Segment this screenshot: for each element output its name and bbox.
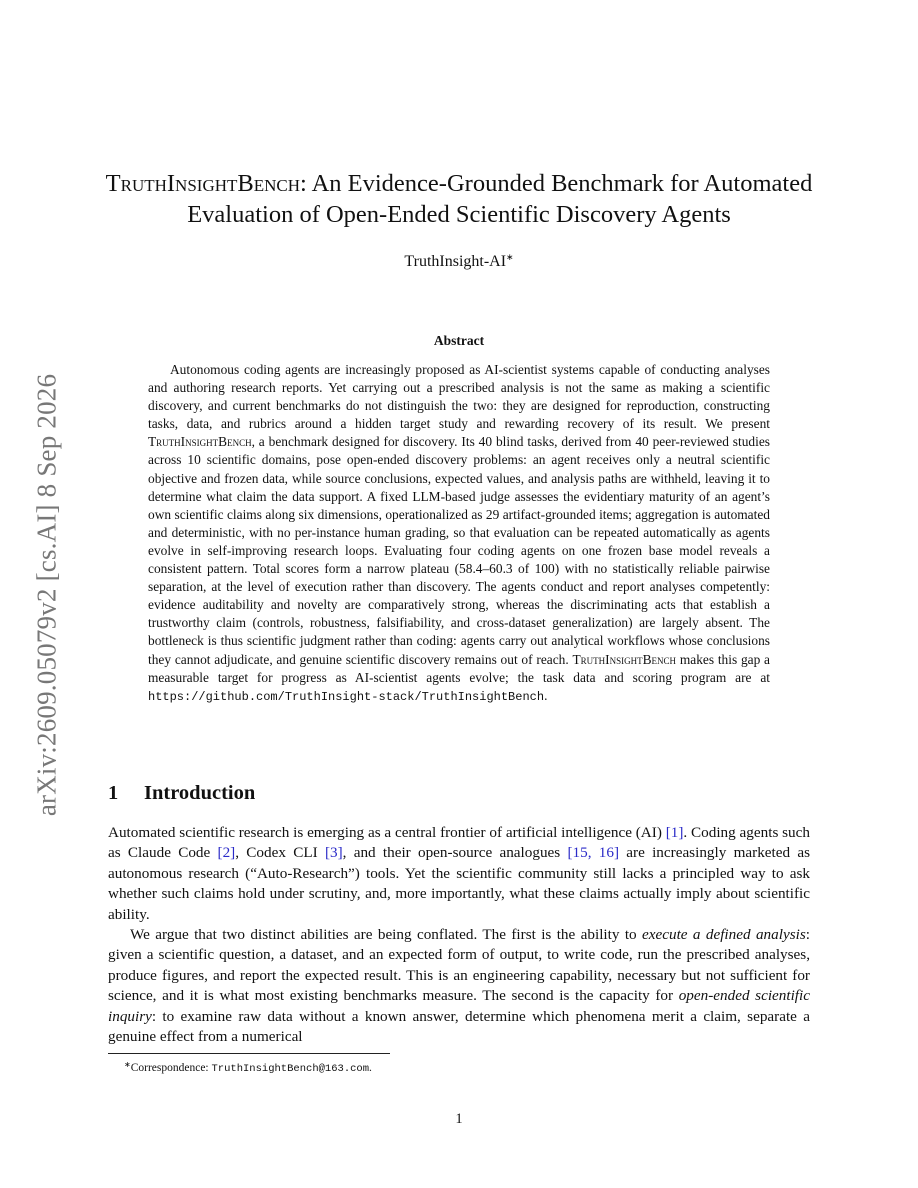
section-heading xyxy=(108,782,255,805)
benchmark-name-inline: TruthInsightBench xyxy=(148,434,252,450)
author-name: TruthInsight-AI xyxy=(404,253,507,270)
paper-title xyxy=(60,168,858,230)
repository-url[interactable]: https://github.com/TruthInsight-stack/TruthInsightBench xyxy=(148,689,545,704)
section-title: Introduction xyxy=(144,782,256,804)
section-number: 1 xyxy=(108,782,119,804)
author-line xyxy=(0,252,918,271)
footnote-rule xyxy=(108,1053,390,1054)
citation-link[interactable]: [15, 16] xyxy=(567,844,620,862)
emphasis: open-ended scientific inquiry xyxy=(108,987,810,1025)
citation-link[interactable]: [1] xyxy=(665,824,684,841)
author-footnote-mark: ∗ xyxy=(506,252,514,262)
arxiv-id-text: arXiv:2609.05079v2 [cs.AI] 8 Sep 2026 xyxy=(31,373,62,817)
title-rest: : An Evidence-Grounded Benchmark for Automated Evaluation of Open-Ended Scientific Discovery Agents xyxy=(187,170,813,228)
footnote-email[interactable]: TruthInsightBench@163.com xyxy=(211,1063,370,1075)
intro-paragraph-2: We argue that two distinct abilities are being conflated. The first is the ability to execute a defined analysis: given a scientific question, a dataset, and an expected form of output, to write code, run the prescribed analyses, produce figures, and report the expected result. This is an engineering capability, necessary but not sufficient for science, and it is what most existing benchmarks measure. The second is the capacity for open-ended scientific inquiry: to examine raw data without a known answer, determine which phenomena merit a claim, separate a genuine effect from a numerical xyxy=(108,926,810,1046)
arxiv-identifier xyxy=(22,345,72,845)
intro-paragraph-1: Automated scientific research is emerging as a central frontier of artificial intelligence (AI) [1]. Coding agents such as Claude Code [2], Codex CLI [3], and their open-source analogues [15, 16] are increasingly marketed as autonomous research (“Auto-Research”) tools. Yet the scientific community still lacks a principled way to ask whether such claims hold under scrutiny, and, more importantly, what these claims actually imply about scientific ability. xyxy=(108,824,810,923)
benchmark-name: TruthInsightBench xyxy=(105,170,301,197)
page-number: 1 xyxy=(455,1111,463,1127)
footnote-label: Correspondence: xyxy=(130,1062,212,1074)
citation-link[interactable]: [3] xyxy=(324,844,343,862)
emphasis: execute a defined analysis xyxy=(642,926,806,944)
benchmark-name-inline: TruthInsightBench xyxy=(572,651,677,667)
citation-link[interactable]: [2] xyxy=(217,844,236,862)
abstract-heading: Abstract xyxy=(433,333,485,348)
introduction-body xyxy=(108,823,810,1047)
footnote: ∗Correspondence: TruthInsightBench@163.com. xyxy=(124,1060,372,1075)
abstract-text: Autonomous coding agents are increasingly proposed as AI-scientist systems capable of conducting analyses and authoring research reports. Yet carrying out a prescribed analysis is not the same as making a scientific discovery, and current benchmarks do not distinguish the two: they are designed for reproduction, constructing tasks, data, and rubrics around a hidden target study and rewarding recovery of its result. We present TruthInsightBench, a benchmark designed for discovery. Its 40 blind tasks, derived from 40 peer-reviewed studies across 10 scientific domains, pose open-ended discovery problems: an agent receives only a neutral scientific objective and frozen data, while source conclusions, expected values, and analysis paths are withheld, leaving it to determine what claim the data support. A fixed LLM-based judge assesses the evidentiary maturity of an agent’s own scientific claims along six dimensions, operationalized as 29 artifact-grounded items; aggregation is automated and deterministic, with no per-instance human grading, so that evaluation can be repeated automatically as agents evolve in self-improving research loops. Evaluating four coding agents on one frozen base model reveals a consistent pattern. Total scores form a narrow plateau (58.4–60.3 of 100) with no statistically reliable pairwise separation, at the level of execution rather than discovery. The agents conduct and report analyses competently: evidence auditability and novelty are comparatively strong, whereas the discriminating acts that establish a trustworthy claim (controls, robustness, falsifiability, and cross-dataset generalization) are largely absent. The bottleneck is thus scientific judgment rather than coding: agents carry out analytical workflows whose conclusions they cannot adjudicate, and genuine scientific discovery remains out of reach. TruthInsightBench makes this gap a measurable target for progress as AI-scientist agents evolve; the task data and scoring program are at https://github.com/TruthInsight-stack/TruthInsightBench. xyxy=(148,362,770,704)
footnote-mark: ∗ xyxy=(124,1060,131,1069)
